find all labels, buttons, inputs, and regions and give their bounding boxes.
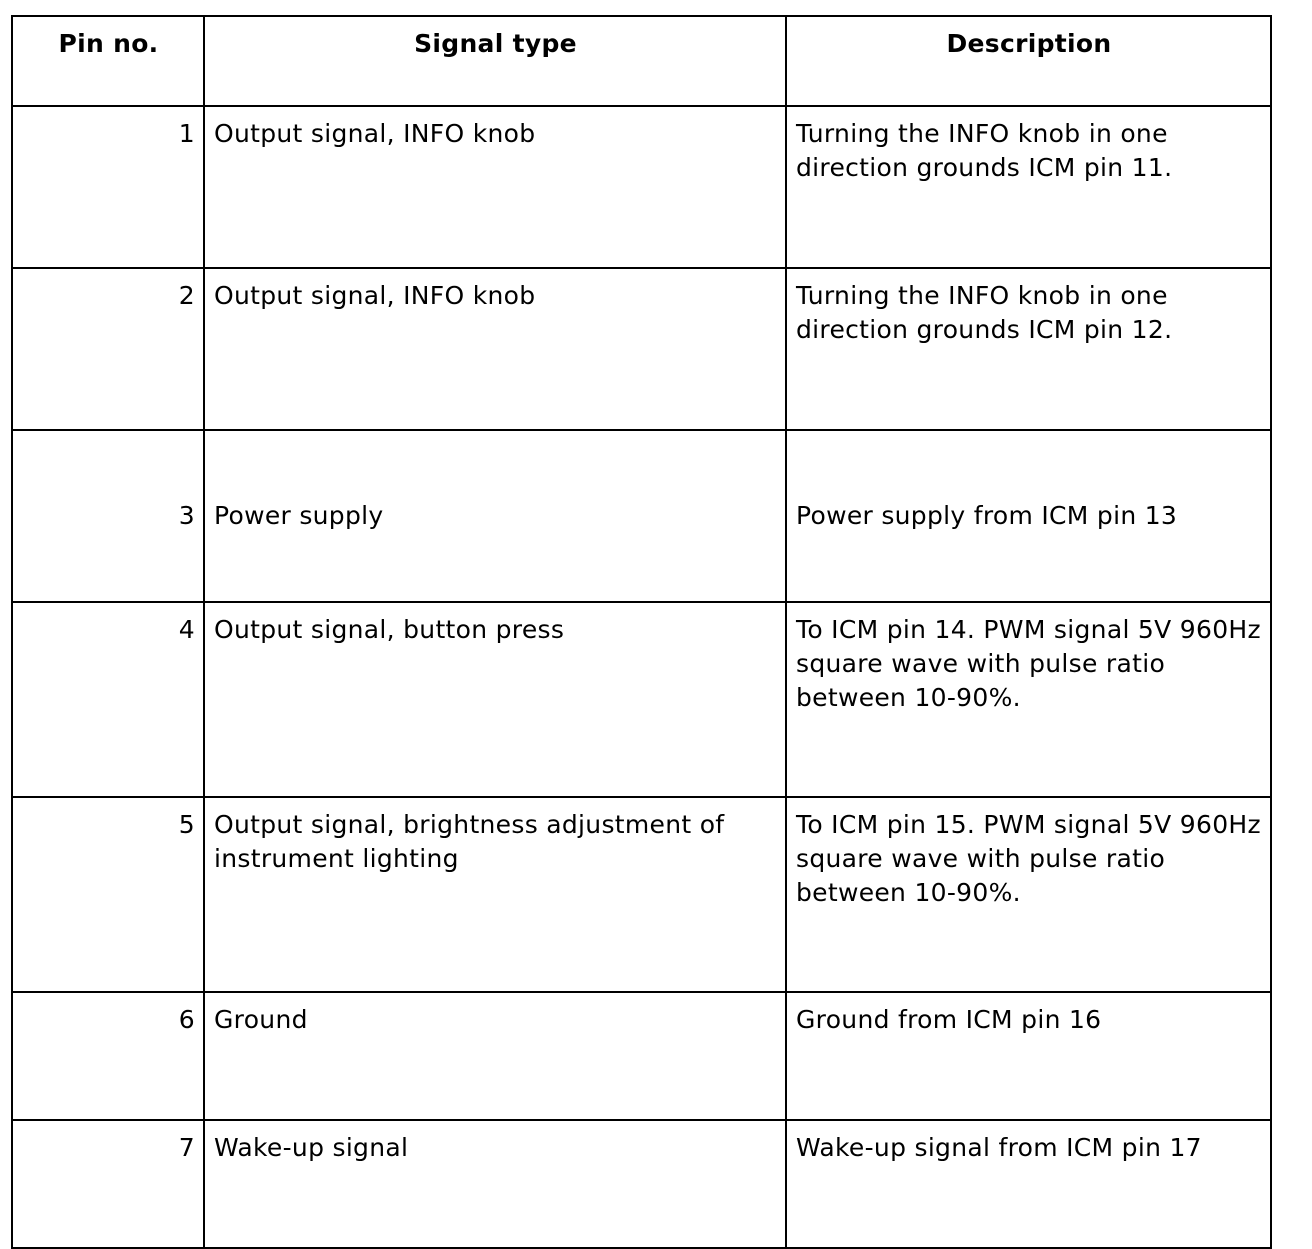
table-header-row xyxy=(12,16,1271,106)
signal-type: Output signal, INFO knob xyxy=(204,268,786,430)
description: To ICM pin 14. PWM signal 5V 960Hz square wave with pulse ratio between 10-90%. xyxy=(786,602,1271,797)
signal-type: Wake-up signal xyxy=(204,1120,786,1248)
description: Turning the INFO knob in one direction grounds ICM pin 12. xyxy=(786,268,1271,430)
description: Ground from ICM pin 16 xyxy=(786,992,1271,1120)
table-row xyxy=(12,602,1271,797)
table-row xyxy=(12,106,1271,268)
pin-number: 3 xyxy=(12,430,204,602)
signal-type: Output signal, brightness adjustment of instrument lighting xyxy=(204,797,786,992)
description: To ICM pin 15. PWM signal 5V 960Hz square wave with pulse ratio between 10-90%. xyxy=(786,797,1271,992)
header-description: Description xyxy=(786,16,1271,106)
pin-assignment-table xyxy=(11,15,1272,1249)
description: Power supply from ICM pin 13 xyxy=(786,430,1271,602)
pin-number: 2 xyxy=(12,268,204,430)
signal-type: Power supply xyxy=(204,430,786,602)
table-row xyxy=(12,797,1271,992)
pin-number: 6 xyxy=(12,992,204,1120)
table-row xyxy=(12,430,1271,602)
description: Turning the INFO knob in one direction grounds ICM pin 11. xyxy=(786,106,1271,268)
pin-number: 7 xyxy=(12,1120,204,1248)
pin-number: 5 xyxy=(12,797,204,992)
signal-type: Output signal, button press xyxy=(204,602,786,797)
header-pin-no: Pin no. xyxy=(12,16,204,106)
pin-number: 1 xyxy=(12,106,204,268)
table-row xyxy=(12,268,1271,430)
header-signal-type: Signal type xyxy=(204,16,786,106)
pin-number: 4 xyxy=(12,602,204,797)
table-row xyxy=(12,1120,1271,1248)
signal-type: Ground xyxy=(204,992,786,1120)
signal-type: Output signal, INFO knob xyxy=(204,106,786,268)
table-row xyxy=(12,992,1271,1120)
description: Wake-up signal from ICM pin 17 xyxy=(786,1120,1271,1248)
